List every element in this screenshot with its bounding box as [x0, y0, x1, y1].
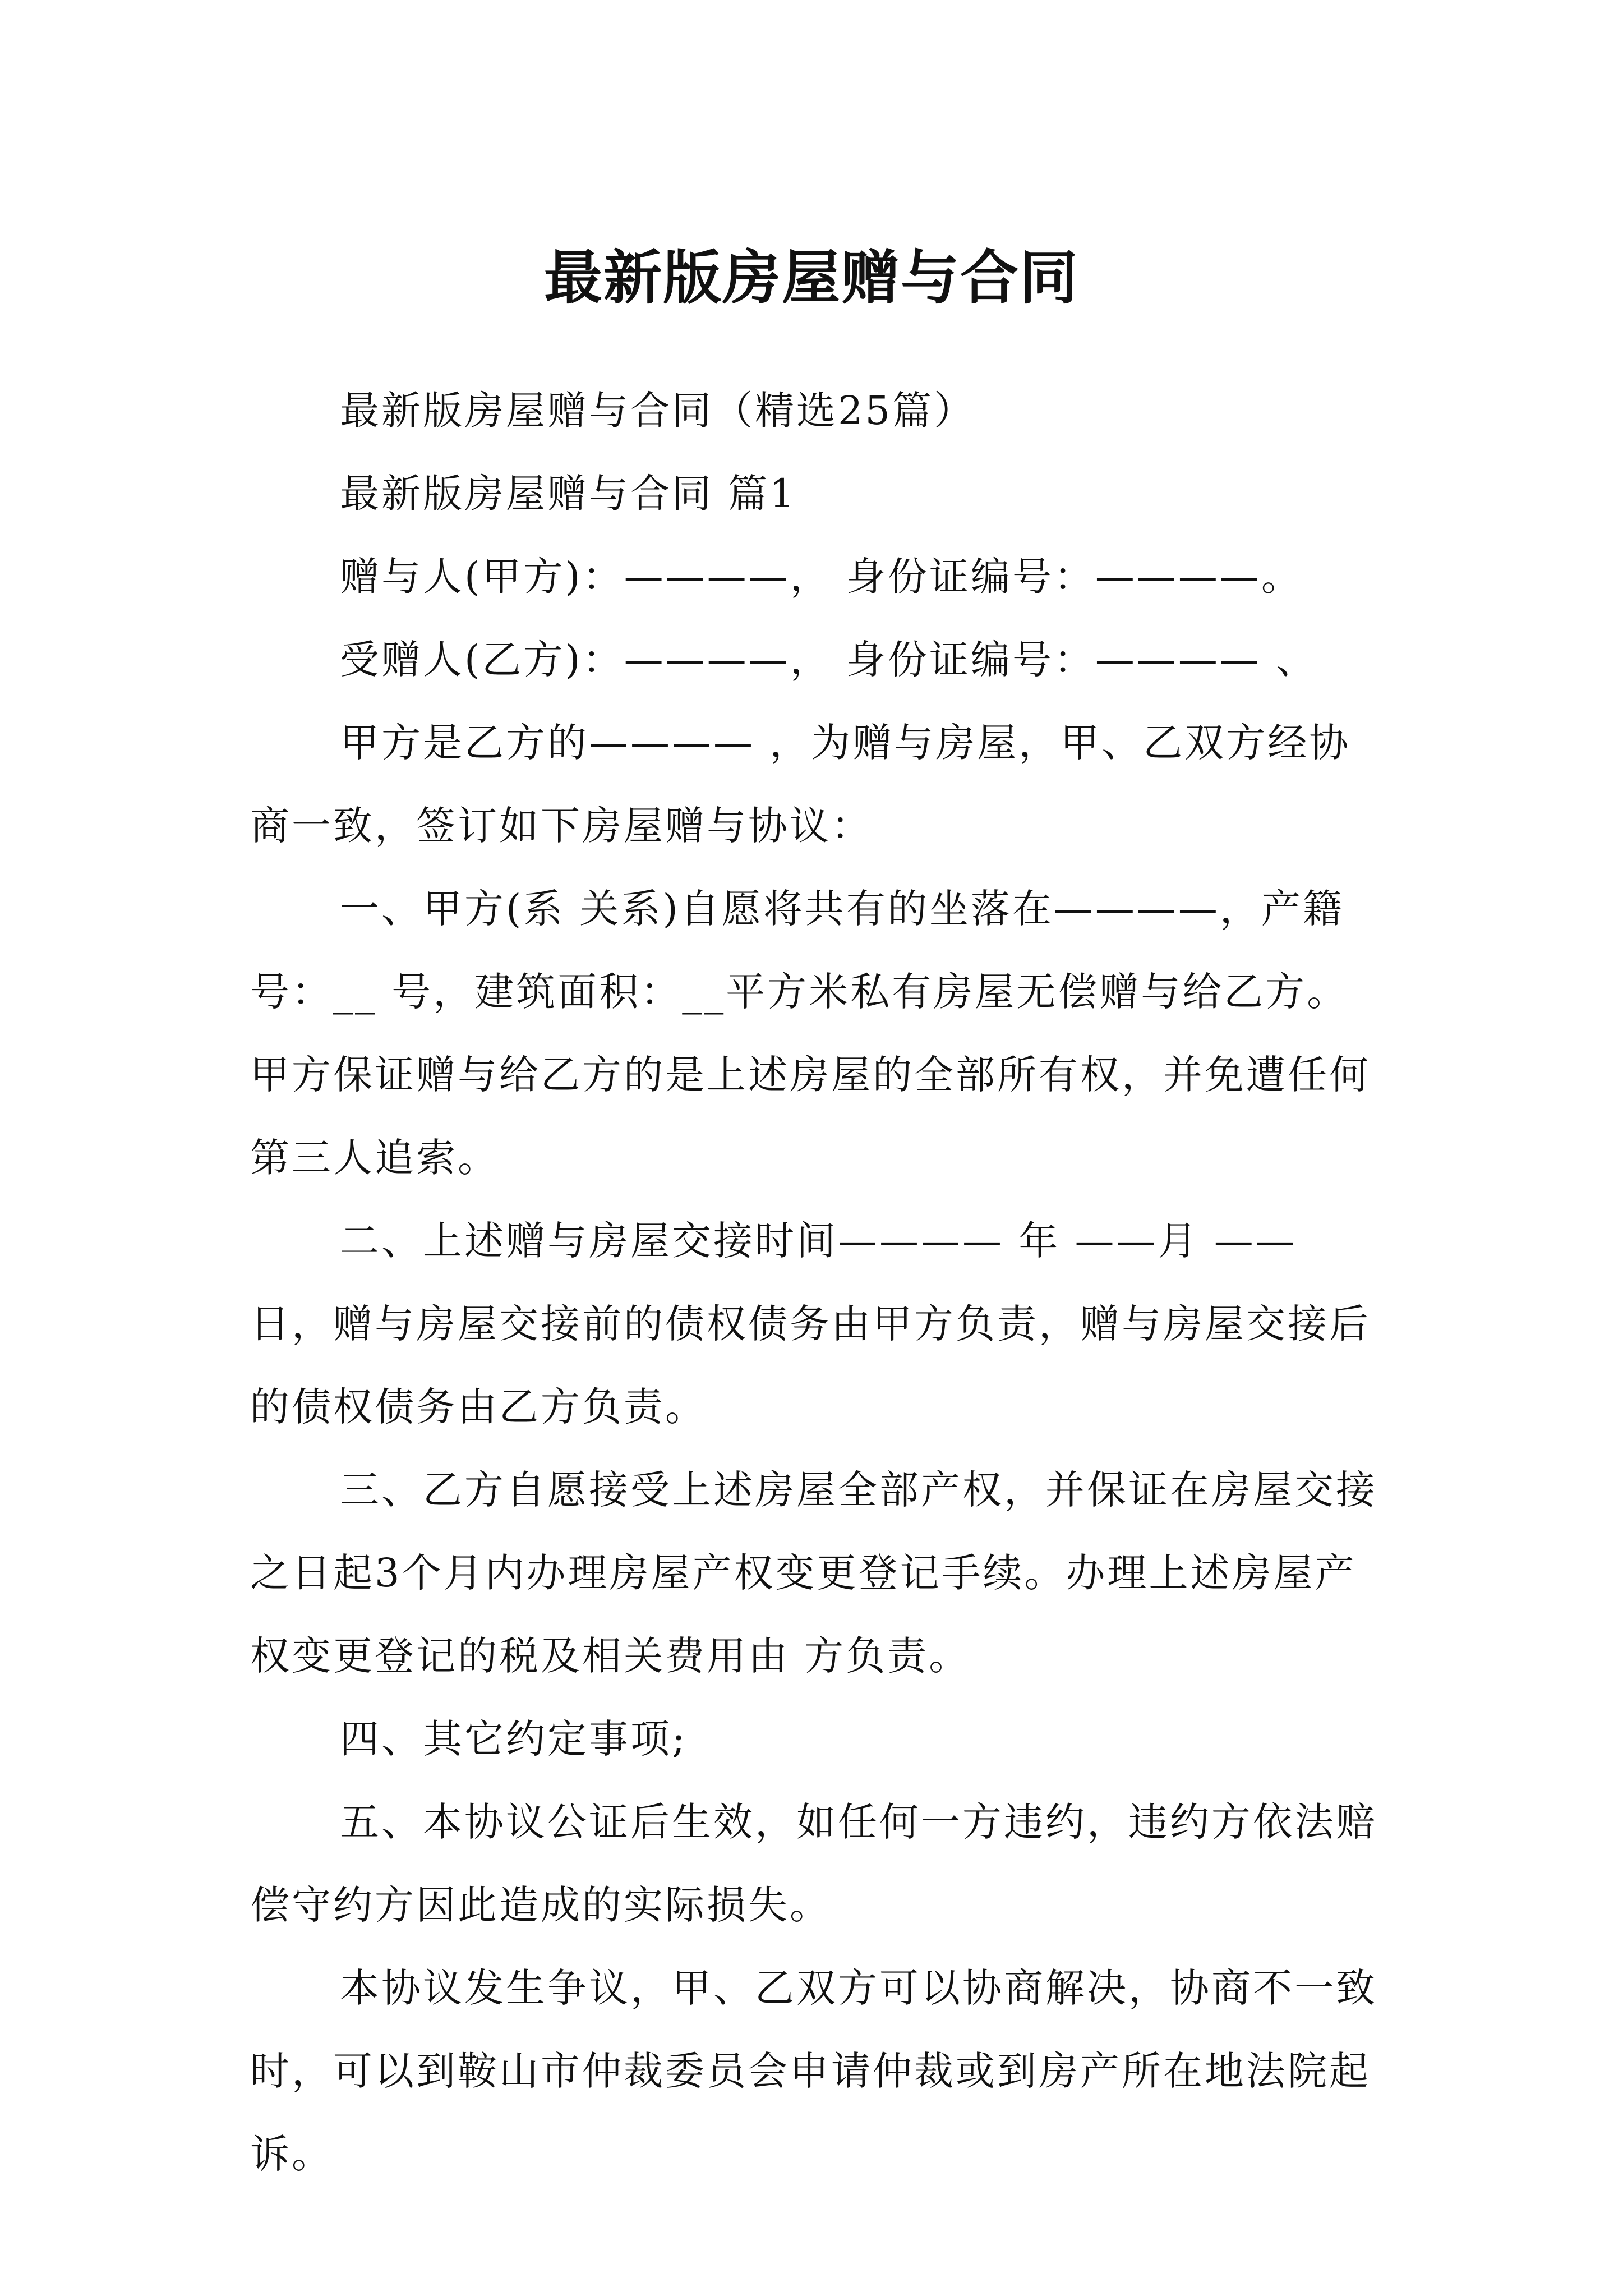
dispute-clause: 本协议发生争议，甲、乙双方可以协商解决，协商不一致时，可以到鞍山市仲裁委员会申请仲裁或到房产所在地法院起诉。 — [250, 1965, 1377, 2177]
relationship-paragraph: 甲方是乙方的———— ，为赠与房屋，甲、乙双方经协商一致，签订如下房屋赠与协议： — [250, 720, 1351, 849]
donee-line: 受赠人(乙方)：————， 身份证编号：———— 、 — [340, 637, 1318, 683]
donor-line: 赠与人(甲方)：————， 身份证编号：————。 — [340, 554, 1303, 600]
section-heading: 最新版房屋赠与合同 篇1 — [340, 471, 797, 517]
subtitle-paragraph: 最新版房屋赠与合同（精选25篇） — [340, 388, 976, 434]
clause-3: 三、乙方自愿接受上述房屋全部产权，并保证在房屋交接之日起3个月内办理房屋产权变更登记手续。办理上述房屋产权变更登记的税及相关费用由 方负责。 — [250, 1467, 1377, 1679]
clause-5: 五、本协议公证后生效，如任何一方违约，违约方依法赔偿守约方因此造成的实际损失。 — [250, 1799, 1377, 1928]
clause-1: 一、甲方(系 关系)自愿将共有的坐落在————，产籍号：__ 号，建筑面积：__平方米私有房屋无偿赠与给乙方。甲方保证赠与给乙方的是上述房屋的全部所有权，并免遭任何第三人追索。 — [250, 886, 1371, 1181]
clause-2: 二、上述赠与房屋交接时间———— 年 ——月 ——日，赠与房屋交接前的债权债务由甲方负责，赠与房屋交接后的债权债务由乙方负责。 — [250, 1218, 1371, 1430]
document-title: 最新版房屋赠与合同 — [543, 242, 1079, 312]
document-body — [250, 369, 1377, 2196]
clause-4: 四、其它约定事项; — [340, 1716, 688, 1762]
